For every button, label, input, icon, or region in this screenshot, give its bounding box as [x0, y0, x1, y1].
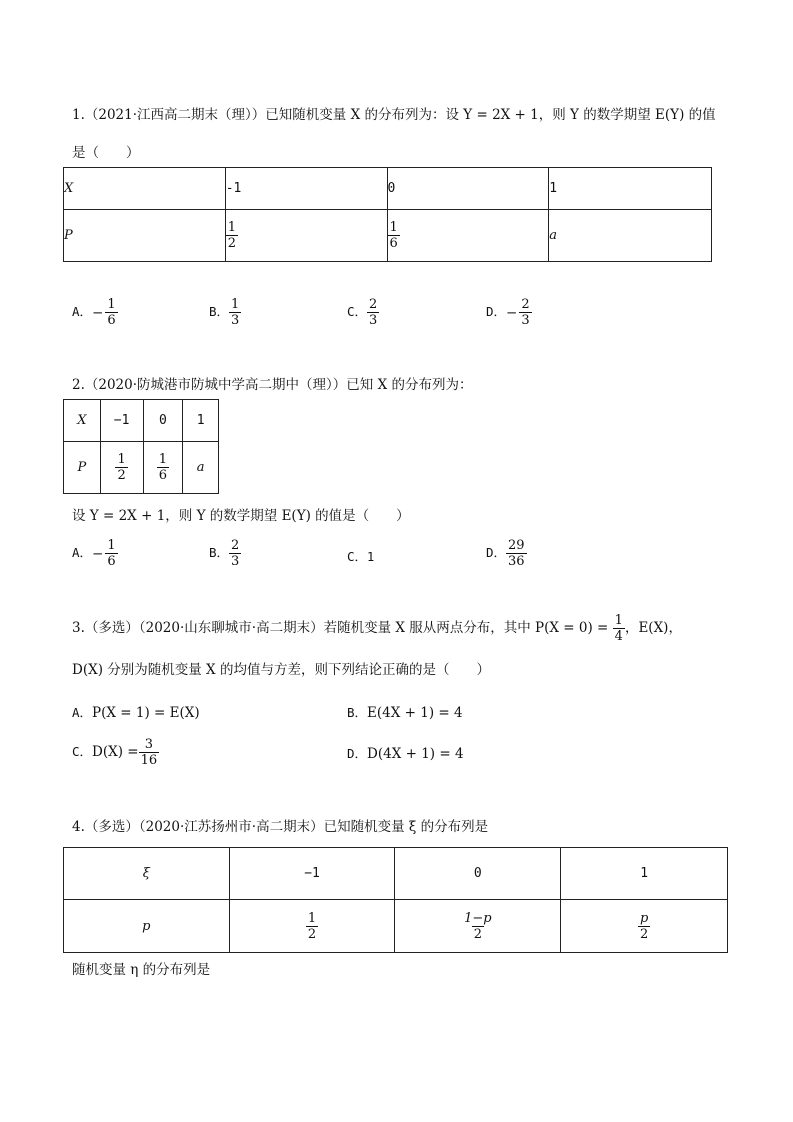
table-cell: −1 [100, 400, 143, 442]
table-row [64, 400, 219, 442]
table-cell [561, 900, 728, 953]
table-cell: a [549, 210, 712, 262]
fraction: $\frac{1}{4}$ [614, 613, 623, 644]
fraction: $\frac{1}{6}$ [389, 220, 398, 251]
table-cell: 1 [183, 400, 219, 442]
q1-stem-line2: 是（ ） [72, 145, 140, 161]
table-cell [395, 900, 561, 953]
table-cell [143, 442, 183, 494]
q3-option-a[interactable]: A．P(X = 1) = E(X) [72, 705, 200, 721]
table-row [64, 210, 712, 262]
table-cell: P [64, 210, 226, 262]
table-cell: 0 [387, 168, 549, 210]
table-cell: ξ [64, 848, 230, 900]
q2-stem-line2: 设 Y = 2X + 1，则 Y 的数学期望 E(Y) 的值是（ ） [72, 508, 410, 524]
q2-option-a[interactable]: A．− $\frac{1}{6}$ [72, 538, 116, 569]
table-row [64, 442, 219, 494]
fraction: $\frac{1}{2}$ [307, 910, 317, 942]
q1-option-a[interactable]: A．− $\frac{1}{6}$ [72, 297, 116, 328]
q4-stem-line1: 4.（多选）（2020·江苏扬州市·高二期末）已知随机变量 ξ 的分布列是 [72, 819, 489, 835]
fraction: $\frac{p}{2}$ [639, 910, 649, 942]
q1-option-b[interactable]: B． $\frac{1}{3}$ [209, 297, 240, 328]
q3-option-d[interactable]: D．D(4X + 1) = 4 [347, 746, 464, 762]
table-cell [225, 210, 387, 262]
table-cell [387, 210, 549, 262]
table-cell: 0 [395, 848, 561, 900]
table-cell: −1 [229, 848, 395, 900]
table-cell: X [64, 168, 226, 210]
q4-distribution-table [63, 847, 728, 953]
q3-stem-line2: D(X) 分别为随机变量 X 的均值与方差，则下列结论正确的是（ ） [72, 662, 490, 678]
q3-option-b[interactable]: B．E(4X + 1) = 4 [347, 705, 463, 721]
table-cell: 0 [143, 400, 183, 442]
q1-stem-line1: 1.（2021·江西高二期末（理））已知随机变量 X 的分布列为：设 Y = 2X + 1，则 Y 的数学期望 E(Y) 的值 [72, 107, 716, 123]
table-cell: X [64, 400, 101, 442]
fraction: $\frac{1}{2}$ [117, 452, 126, 483]
fraction: $\frac{1}{6}$ [158, 452, 168, 483]
q2-option-b[interactable]: B． $\frac{2}{3}$ [209, 538, 240, 569]
table-cell: -1 [225, 168, 387, 210]
q2-option-c[interactable]: C．1 [347, 549, 375, 564]
q1-option-d[interactable]: D．− $\frac{2}{3}$ [486, 297, 530, 328]
table-row [64, 900, 728, 953]
q2-option-d[interactable]: D． $\frac{29}{36}$ [486, 538, 525, 569]
q4-stem-line2: 随机变量 η 的分布列是 [72, 962, 211, 978]
table-cell: a [183, 442, 219, 494]
q1-distribution-table [63, 167, 712, 262]
table-cell: P [64, 442, 101, 494]
fraction: $\frac{1-p}{2}$ [464, 910, 492, 942]
q2-distribution-table [63, 399, 219, 494]
q1-option-c[interactable]: C． $\frac{2}{3}$ [347, 297, 378, 328]
table-cell: 1 [549, 168, 712, 210]
table-row [64, 168, 712, 210]
table-cell: p [64, 900, 230, 953]
table-cell: 1 [561, 848, 728, 900]
table-cell [100, 442, 143, 494]
table-cell [229, 900, 395, 953]
fraction: $\frac{1}{2}$ [227, 220, 237, 251]
q3-stem-line1: 3.（多选）（2020·山东聊城市·高二期末）若随机变量 X 服从两点分布，其中 P(X = 0) = $\frac{1}{4}$ ，E(X)， [72, 613, 682, 644]
table-row [64, 848, 728, 900]
q2-stem-line1: 2.（2020·防城港市防城中学高二期中（理））已知 X 的分布列为： [72, 377, 473, 393]
q3-option-c[interactable]: C．D(X) = $\frac{3}{16}$ [72, 737, 158, 768]
